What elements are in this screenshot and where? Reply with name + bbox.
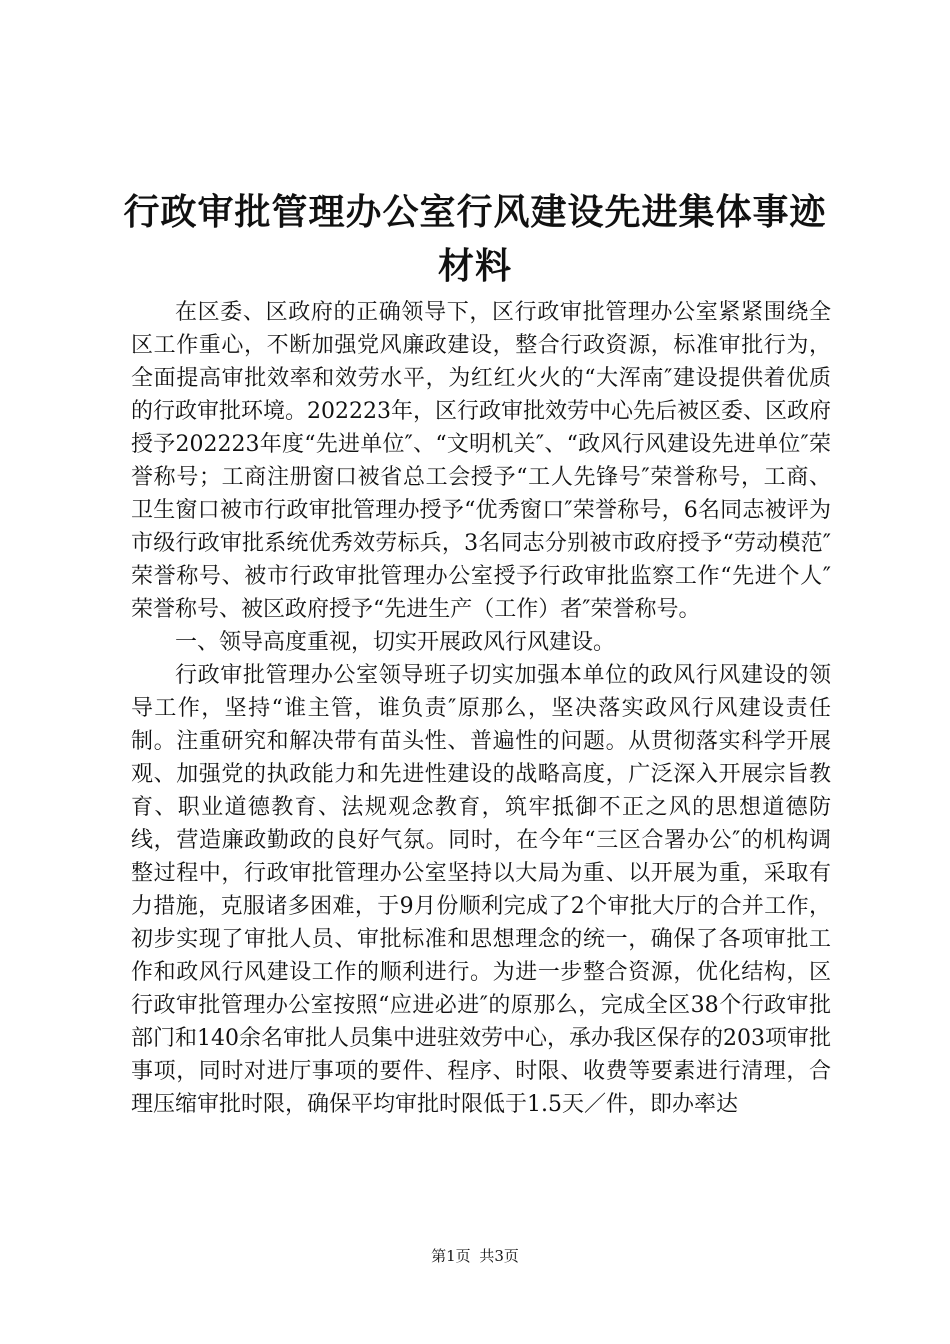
document-title: 行政审批管理办公室行风建设先进集体事迹材料 — [123, 192, 827, 287]
page-number: 第1页 — [431, 1247, 471, 1265]
paragraph-section-1: 行政审批管理办公室领导班子切实加强本单位的政风行风建设的领导工作，坚持“谁主管，谁负责″原那么，坚决落实政风行风建设责任制。注重研究和解决带有苗头性、普遍性的问题。从贯彻落实科学开展观、加强党的执政能力和先进性建设的战略高度，广泛深入开展宗旨教育、职业道德教育、法规观念教育，筑牢抵御不正之风的思想道德防线，营造廉政勤政的良好气氛。同时，在今年“三区合署办公″的机构调整过程中，行政审批管理办公室坚持以大局为重、以开展为重，采取有力措施，克服诸多困难，于9月份顺利完成了2个审批大厅的合并工作，初步实现了审批人员、审批标准和思想理念的统一，确保了各项审批工作和政风行风建设工作的顺利进行。为进一步整合资源，优化结构，区行政审批管理办公室按照“应进必进″的原那么，完成全区38个行政审批部门和140余名审批人员集中进驻效劳中心，承办我区保存的203项审批事项，同时对进厅事项的要件、程序、时限、收费等要素进行清理，合理压缩审批时限，确保平均审批时限低于1.5天／件，即办率达 — [131, 663, 831, 1117]
page-footer — [0, 1246, 950, 1266]
paragraph-intro: 在区委、区政府的正确领导下，区行政审批管理办公室紧紧围绕全区工作重心，不断加强党风廉政建设，整合行政资源，标准审批行为，全面提高审批效率和效劳水平，为红红火火的“大浑南″建设提供着优质的行政审批环境。202223年，区行政审批效劳中心先后被区委、区政府授予202223年度“先进单位″、“文明机关″、“政风行风建设先进单位″荣誉称号；工商注册窗口被省总工会授予“工人先锋号″荣誉称号，工商、卫生窗口被市行政审批管理办授予“优秀窗口″荣誉称号，6名同志被评为市级行政审批系统优秀效劳标兵，3名同志分别被市政府授予“劳动模范″荣誉称号、被市行政审批管理办公室授予行政审批监察工作“先进个人″荣誉称号、被区政府授予“先进生产（工作）者″荣誉称号。 — [131, 300, 831, 622]
section-heading-1: 一、领导高度重视，切实开展政风行风建设。 — [175, 630, 616, 655]
document-body — [131, 296, 831, 1121]
page-total: 共3页 — [479, 1247, 519, 1265]
